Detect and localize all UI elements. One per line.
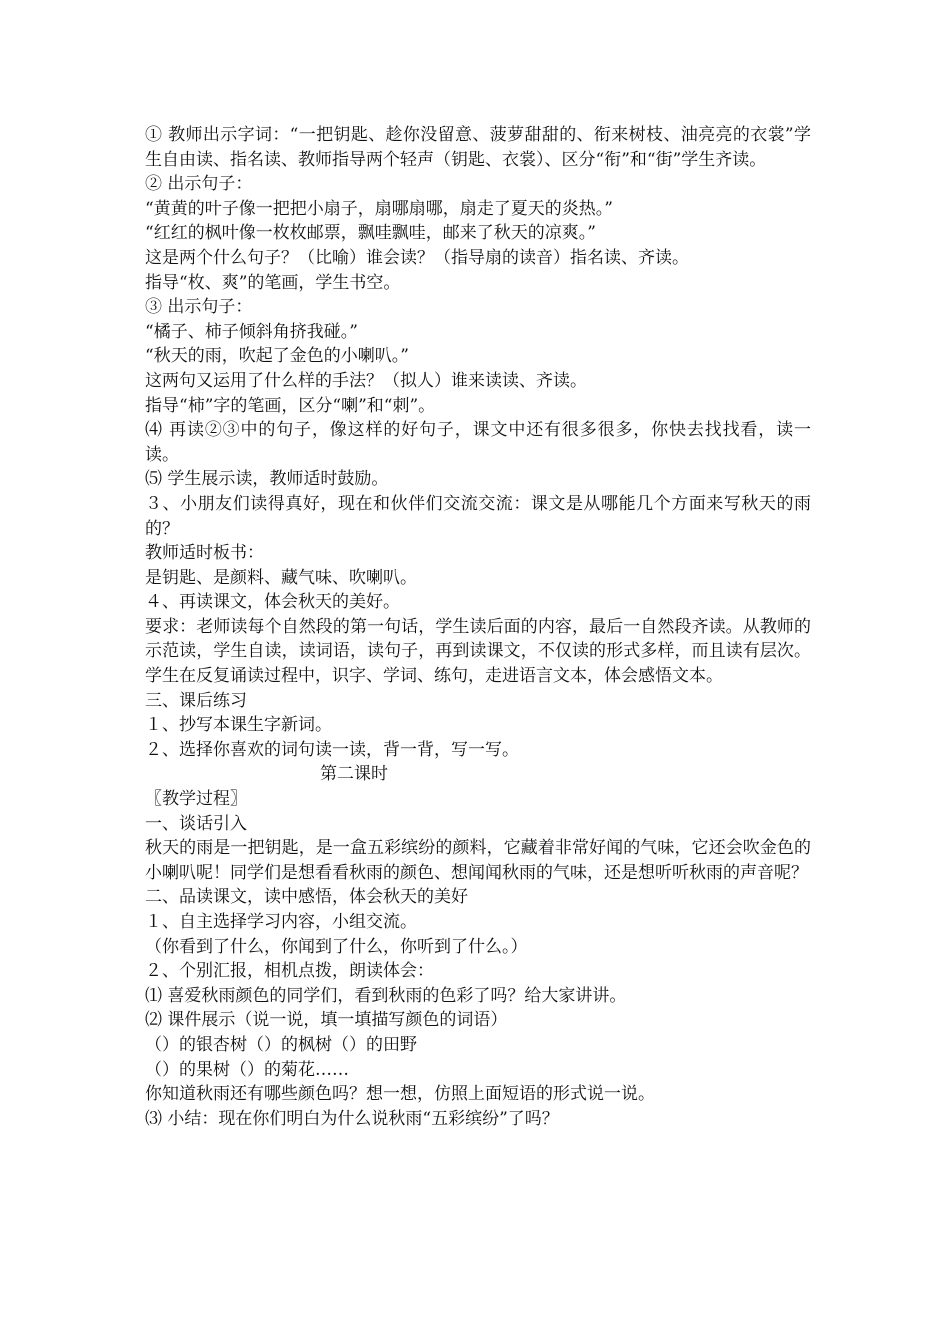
paragraph-simile-question: 这是两个什么句子？（比喻）谁会读？（指导扇的读音）指名读、齐读。 [145,247,689,268]
paragraph-stroke-guide-1: 指导“枚、爽”的笔画，学生书空。 [145,272,401,293]
document-body [145,123,811,1131]
quote-yellow-leaves: “黄黄的叶子像一把把小扇子，扇哪扇哪，扇走了夏天的炎热。” [145,198,613,219]
paragraph-blackboard: 教师适时板书： [145,543,264,564]
quote-oranges: “橘子、柿子倾斜角挤我碰。” [145,321,358,342]
heading-after-class: 三、课后练习 [145,690,247,711]
heading-second-lesson: 第二课时 [320,764,388,785]
paragraph-step-4: ４、再读课文，体会秋天的美好。 [145,592,400,613]
paragraph-introduction: 秋天的雨是一把钥匙，是一盒五彩缤纷的颜料，它藏着非常好闻的气味，它还会吹金色的小喇叭呢！同学们是想看看秋雨的颜色、想闻闻秋雨的气味，还是想听听秋雨的声音呢？ [145,838,811,883]
paragraph-personification-question: 这两句又运用了什么样的手法？（拟人）谁来读读、齐读。 [145,370,587,391]
quote-autumn-rain: “秋天的雨，吹起了金色的小喇叭。” [145,346,409,367]
paragraph-report: ２、个别汇报，相机点拨，朗读体会： [145,961,434,982]
quote-red-maple: “红红的枫叶像一枚枚邮票，飘哇飘哇，邮来了秋天的凉爽。” [145,223,596,244]
paragraph-questions: （你看到了什么，你闻到了什么，你听到了什么。） [145,936,528,957]
paragraph-fill-blanks-1: （）的银杏树（）的枫树（）的田野 [145,1034,417,1055]
heading-introduction: 一、谈话引入 [145,813,247,834]
paragraph-blackboard-items: 是钥匙、是颜料、藏气味、吹喇叭。 [145,567,417,588]
heading-read-text: 二、品读课文，读中感悟，体会秋天的美好 [145,887,468,908]
heading-teaching-process: 〖教学过程〗 [145,789,247,810]
paragraph-student-show: ⑸ 学生展示读，教师适时鼓励。 [145,469,389,490]
paragraph-step-3: ３、小朋友们读得真好，现在和伙伴们交流交流：课文是从哪能几个方面来写秋天的雨的？ [145,493,811,539]
paragraph-stroke-guide-2: 指导“柿”字的笔画，区分“喇”和“刺”。 [145,395,436,416]
paragraph-colors: ⑴ 喜爱秋雨颜色的同学们，看到秋雨的色彩了吗？给大家讲讲。 [145,985,627,1006]
paragraph-show-sentences-2: ② 出示句子： [145,174,253,195]
paragraph-exercise-1: １、抄写本课生字新词。 [145,715,332,736]
paragraph-show-sentences-3: ③ 出示句子： [145,297,253,318]
paragraph-group-exchange: １、自主选择学习内容，小组交流。 [145,912,417,932]
paragraph-word-study: ① 教师出示字词：“一把钥匙、趁你没留意、菠萝甜甜的、衔来树枝、油亮亮的衣裳”学生自由读、指名读、教师指导两个轻声（钥匙、衣裳）、区分“衔”和“街”学生齐读。 [145,125,811,170]
paragraph-exercise-2: ２、选择你喜欢的词句读一读，背一背，写一写。 [145,739,519,760]
paragraph-more-colors: 你知道秋雨还有哪些颜色吗？想一想，仿照上面短语的形式说一说。 [145,1084,655,1105]
paragraph-fill-blanks-2: （）的果树（）的菊花…… [145,1059,349,1080]
paragraph-summary: ⑶ 小结：现在你们明白为什么说秋雨“五彩缤纷”了吗？ [145,1108,559,1129]
paragraph-courseware: ⑵ 课件展示（说一说，填一填描写颜色的词语） [145,1010,508,1031]
paragraph-reread: ⑷ 再读②③中的句子，像这样的好句子，课文中还有很多很多，你快去找找看，读一读。 [145,420,811,465]
paragraph-requirements: 要求：老师读每个自然段的第一句话，学生读后面的内容，最后一自然段齐读。从教师的示范读，学生自读，读词语，读句子，再到读课文，不仅读的形式多样，而且读有层次。学生在反复诵读过程中，识字、学词、练句，走进语言文本，体会感悟文本。 [145,616,811,687]
